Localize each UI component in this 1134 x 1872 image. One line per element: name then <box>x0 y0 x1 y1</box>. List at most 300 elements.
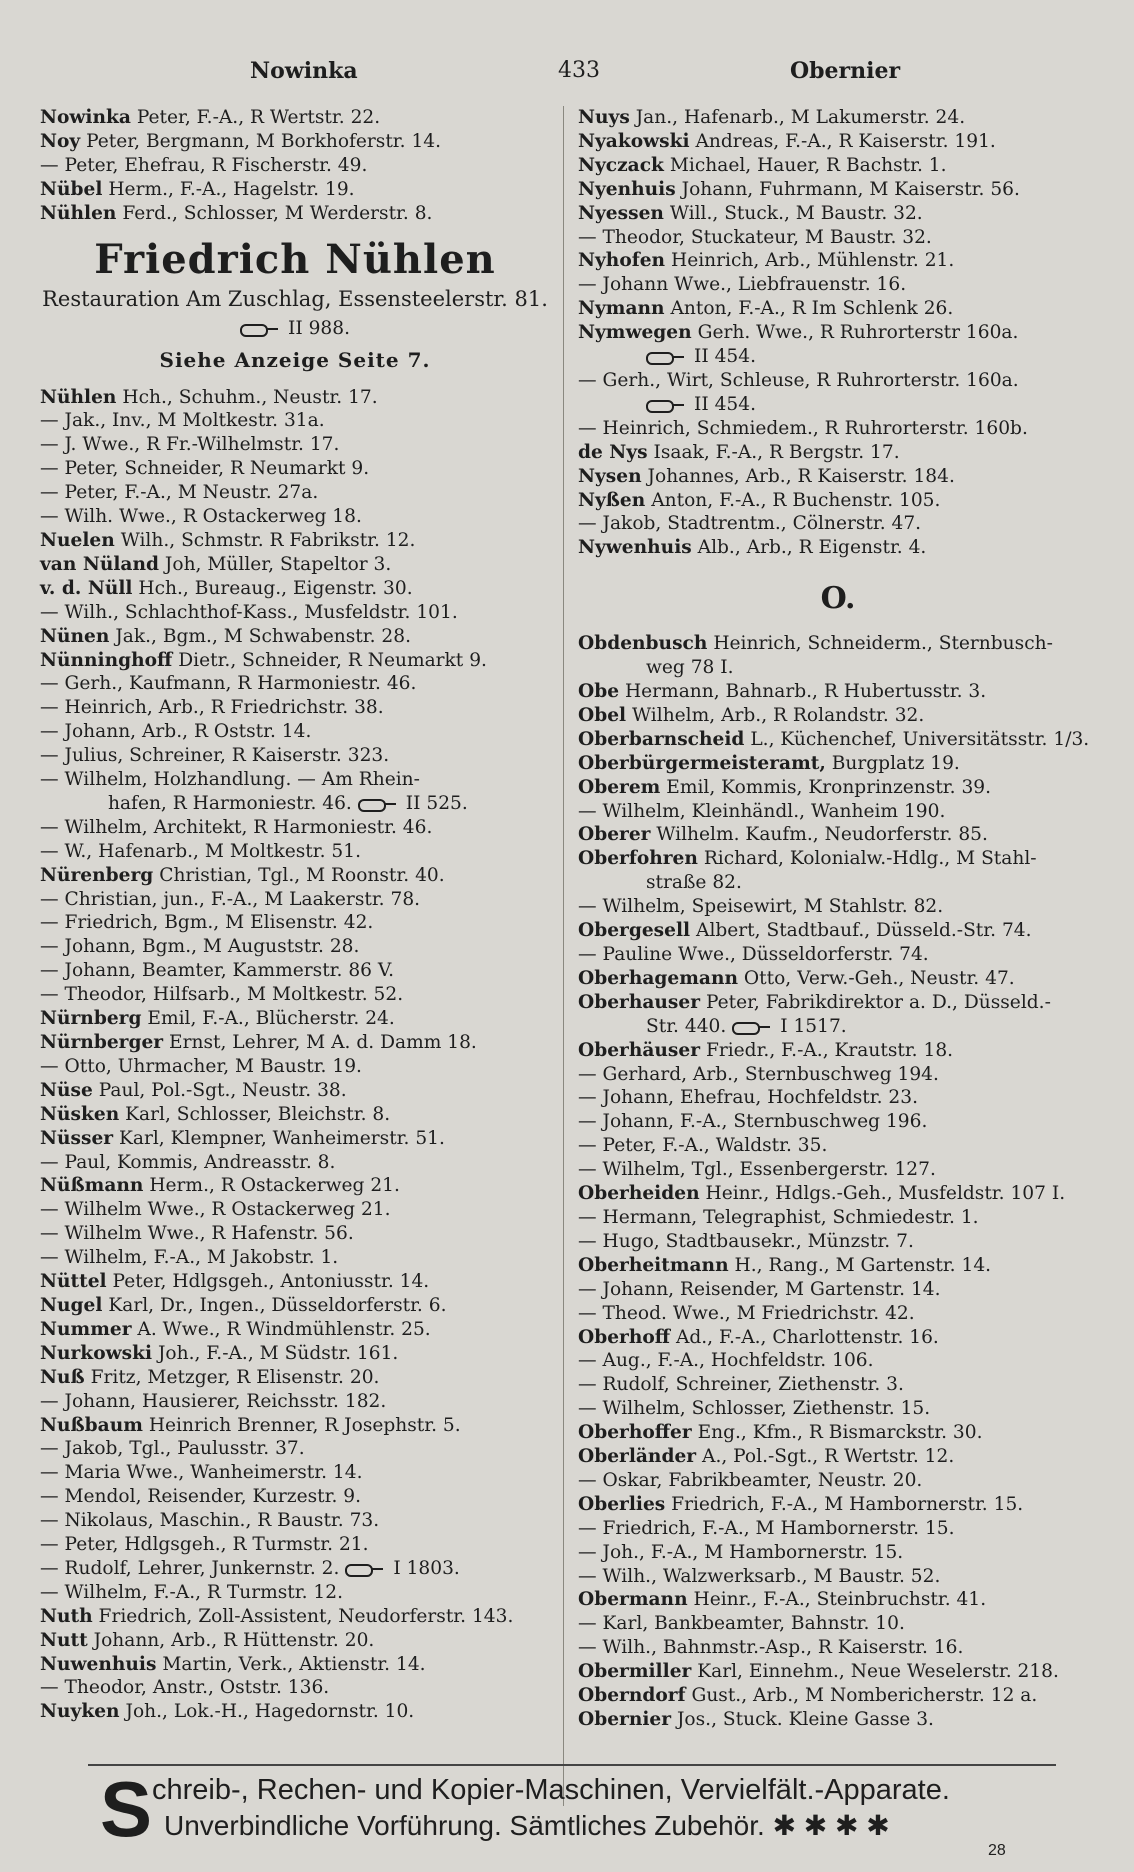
entry-details: Gerh. Wwe., R Ruhrorterstr 160a. <box>697 322 1019 344</box>
directory-entry <box>578 489 1098 513</box>
entry-details: Paul, Kommis, Andreasstr. 8. <box>64 1151 336 1173</box>
entry-details: Wilhelm, F.-A., R Turmstr. 12. <box>64 1581 343 1603</box>
directory-entry <box>40 959 550 983</box>
entry-details: Heinr., F.-A., Steinbruchstr. 41. <box>693 1589 987 1611</box>
repeat-dash: — <box>40 1055 65 1077</box>
entry-phone: II 454. <box>694 346 757 368</box>
entry-surname: Nugel <box>40 1294 103 1316</box>
left-entries-top <box>40 106 550 226</box>
directory-entry <box>578 632 1098 656</box>
entry-details: Rudolf, Lehrer, Junkernstr. 2. <box>64 1557 340 1579</box>
directory-entry <box>578 680 1098 704</box>
entry-surname: Obergesell <box>578 920 691 942</box>
directory-entry <box>578 847 1098 871</box>
entry-details: Theodor, Hilfsarb., M Moltkestr. 52. <box>64 984 404 1006</box>
entry-details: Karl, Klempner, Wanheimerstr. 51. <box>119 1127 445 1149</box>
ad-reference: Siehe Anzeige Seite 7. <box>159 347 431 372</box>
entry-details: Hch., Schuhm., Neustr. 17. <box>122 386 378 408</box>
entry-surname: Nyßen <box>578 489 646 511</box>
repeat-dash: — <box>40 1534 65 1556</box>
repeat-dash: — <box>40 1151 65 1173</box>
entry-details: Johann, Reisender, M Gartenstr. 14. <box>602 1278 941 1300</box>
repeat-dash: — <box>578 1613 603 1635</box>
entry-details: Burgplatz 19. <box>831 752 960 774</box>
directory-entry <box>578 1039 1098 1063</box>
entry-details: Wilh., Walzwerksarb., M Baustr. 52. <box>602 1565 941 1587</box>
repeat-dash: — <box>40 840 65 862</box>
directory-entry <box>40 1390 550 1414</box>
directory-entry <box>578 728 1098 752</box>
entry-details: Jak., Bgm., M Schwabenstr. 28. <box>115 625 411 647</box>
sheet-number: 28 <box>988 1842 1006 1859</box>
entry-surname: Obermiller <box>578 1661 692 1683</box>
entry-details: Johann Wwe., Liebfrauenstr. 16. <box>602 274 907 296</box>
right-column <box>578 106 1098 1732</box>
repeat-dash: — <box>40 506 65 528</box>
entry-details: Rudolf, Schreiner, Ziethenstr. 3. <box>602 1374 904 1396</box>
directory-entry <box>40 1366 550 1390</box>
entry-details: Peter, Ehefrau, R Fischerstr. 49. <box>64 154 368 176</box>
directory-entry <box>40 1533 550 1557</box>
directory-entry <box>40 1342 550 1366</box>
entry-surname: Nübel <box>40 178 103 200</box>
header-page-number: 433 <box>558 58 600 83</box>
directory-entry <box>578 369 1098 393</box>
entry-surname: Nyczack <box>578 154 664 176</box>
repeat-dash: — <box>40 1677 65 1699</box>
entry-details: Martin, Verk., Aktienstr. 14. <box>162 1653 426 1675</box>
entry-surname: Nummer <box>40 1318 132 1340</box>
left-entries-bottom <box>40 386 550 1725</box>
directory-entry <box>40 1581 550 1605</box>
repeat-dash: — <box>40 721 65 743</box>
entry-details: straße 82. <box>646 872 742 894</box>
repeat-dash: — <box>578 1517 603 1539</box>
entry-surname: Nürnberger <box>40 1032 164 1053</box>
directory-entry <box>40 1557 550 1581</box>
repeat-dash: — <box>40 410 65 432</box>
entry-details: Jos., Stuck. Kleine Gasse 3. <box>676 1709 934 1730</box>
directory-entry <box>40 1222 550 1246</box>
entry-surname: Nühlen <box>40 202 117 224</box>
entry-details: W., Hafenarb., M Moltkestr. 51. <box>64 840 361 862</box>
entry-details: weg 78 I. <box>646 657 734 679</box>
directory-entry <box>40 577 550 601</box>
directory-entry <box>40 744 550 768</box>
footer-line-2: Unverbindliche Vorführung. Sämtliches Zubehör. ✱ ✱ ✱ ✱ <box>164 1810 890 1841</box>
entry-surname: Oberhoff <box>578 1326 671 1348</box>
entry-details: Richard, Kolonialw.-Hdlg., M Stahl- <box>703 848 1037 870</box>
entry-details: Wilhelm, Tgl., Essenbergerstr. 127. <box>602 1159 936 1181</box>
telephone-symbol-icon <box>646 398 686 412</box>
directory-entry <box>40 1509 550 1533</box>
directory-entry <box>578 1158 1098 1182</box>
entry-details: Paul, Pol.-Sgt., Neustr. 38. <box>98 1079 347 1101</box>
entry-surname: Oberer <box>578 824 651 846</box>
directory-entry <box>40 1031 550 1055</box>
entry-surname: Nyakowski <box>578 130 690 152</box>
entry-details: Peter, Hdlgsgeh., R Turmstr. 21. <box>64 1534 369 1556</box>
entry-details: Dietr., Schneider, R Neumarkt 9. <box>178 649 487 671</box>
section-letter: O. <box>820 581 856 617</box>
entry-details: Herm., R Ostackerweg 21. <box>149 1175 400 1197</box>
directory-entry <box>40 481 550 505</box>
entry-surname: Oberlies <box>578 1493 666 1515</box>
entry-details: J. Wwe., R Fr.-Wilhelmstr. 17. <box>64 434 340 456</box>
directory-entry <box>40 154 550 178</box>
telephone-symbol-icon <box>345 1562 385 1576</box>
directory-entry <box>40 816 550 840</box>
entry-surname: Oberheitmann <box>578 1254 729 1276</box>
directory-entry <box>578 800 1098 824</box>
directory-entry <box>578 1302 1098 1326</box>
directory-entry <box>578 1421 1098 1445</box>
repeat-dash: — <box>578 1469 603 1491</box>
entry-details: Karl, Bankbeamter, Bahnstr. 10. <box>602 1613 905 1635</box>
directory-entry <box>578 1278 1098 1302</box>
entry-details: Alb., Arb., R Eigenstr. 4. <box>697 537 927 559</box>
repeat-dash: — <box>578 1135 603 1157</box>
directory-entry <box>40 202 550 226</box>
column-divider <box>563 106 564 1806</box>
entry-surname: Oberbarnscheid <box>578 728 745 750</box>
repeat-dash: — <box>40 1199 65 1221</box>
directory-entry <box>578 1110 1098 1134</box>
entry-details: Otto, Uhrmacher, M Baustr. 19. <box>64 1055 362 1077</box>
directory-entry <box>578 776 1098 800</box>
entry-details: Wilhelm, Kleinhändl., Wanheim 190. <box>602 800 946 822</box>
entry-details: Wilh., Schmstr. R Fabrikstr. 12. <box>120 529 416 551</box>
repeat-dash: — <box>578 1302 603 1324</box>
repeat-dash: — <box>40 482 65 504</box>
footer-line-1: chreib-, Rechen- und Kopier-Maschinen, Vervielfält.-Apparate. <box>152 1774 950 1806</box>
entry-details: Anton, F.-A., R Buchenstr. 105. <box>651 489 941 511</box>
entry-details: Peter, F.-A., R Wertstr. 22. <box>136 107 381 128</box>
directory-entry <box>578 1326 1098 1350</box>
directory-entry <box>578 919 1098 943</box>
entry-details: Karl, Schlosser, Bleichstr. 8. <box>125 1103 391 1125</box>
entry-details: Hermann, Bahnarb., R Hubertusstr. 3. <box>624 681 987 703</box>
entry-surname: van Nüland <box>40 553 159 575</box>
entry-details: Heinrich, Schneiderm., Sternbusch- <box>713 633 1053 655</box>
directory-entry <box>40 178 550 202</box>
entry-details: Joh., F.-A., M Hambornerstr. 15. <box>602 1541 904 1563</box>
directory-entry <box>578 178 1098 202</box>
repeat-dash: — <box>578 1565 603 1587</box>
entry-details: Ernst, Lehrer, M A. d. Damm 18. <box>169 1032 477 1053</box>
entry-details: Otto, Verw.-Geh., Neustr. 47. <box>743 967 1015 989</box>
directory-entry <box>40 1151 550 1175</box>
entry-surname: Nürenberg <box>40 864 154 886</box>
entry-details: Johann, Arb., R Oststr. 14. <box>64 721 312 743</box>
repeat-dash: — <box>578 1111 603 1133</box>
entry-details: Johann, Bgm., M Auguststr. 28. <box>64 936 360 958</box>
directory-entry <box>40 1127 550 1151</box>
directory-entry <box>578 752 1098 776</box>
entry-details: Friedrich, F.-A., M Hambornerstr. 15. <box>602 1517 955 1539</box>
repeat-dash: — <box>578 1350 603 1372</box>
entry-details: Christian, Tgl., M Roonstr. 40. <box>159 864 445 886</box>
repeat-dash: — <box>578 1398 603 1420</box>
left-column <box>40 106 550 1724</box>
repeat-dash: — <box>578 369 603 391</box>
repeat-dash: — <box>578 896 603 918</box>
entry-surname: Obe <box>578 681 620 703</box>
entry-details: Hch., Bureaug., Eigenstr. 30. <box>138 577 413 599</box>
repeat-dash: — <box>40 1486 65 1508</box>
directory-entry <box>578 1469 1098 1493</box>
footer-initial: S <box>100 1765 153 1853</box>
entry-details: Oskar, Fabrikbeamter, Neustr. 20. <box>602 1469 923 1491</box>
entry-surname: Nyhofen <box>578 250 666 272</box>
entry-details: Friedr., F.-A., Krautstr. 18. <box>705 1039 954 1061</box>
repeat-dash: — <box>578 1278 603 1300</box>
entry-surname: Nuß <box>40 1366 85 1388</box>
entry-details: Hermann, Telegraphist, Schmiedestr. 1. <box>602 1206 979 1228</box>
repeat-dash: — <box>578 1063 603 1085</box>
entry-surname: Nyenhuis <box>578 178 676 200</box>
directory-entry <box>578 1708 1098 1732</box>
directory-entry <box>40 457 550 481</box>
entry-phone: II 454. <box>694 393 757 415</box>
directory-entry <box>578 417 1098 441</box>
telephone-symbol-icon <box>358 797 398 811</box>
directory-entry <box>40 1055 550 1079</box>
entry-surname: Oberndorf <box>578 1685 686 1707</box>
repeat-dash: — <box>578 1206 603 1228</box>
entry-details: Wilh., Bahnmstr.-Asp., R Kaiserstr. 16. <box>602 1637 964 1659</box>
entry-details: Isaak, F.-A., R Bergstr. 17. <box>653 441 900 463</box>
entry-surname: Nüsken <box>40 1103 120 1125</box>
directory-entry <box>578 704 1098 728</box>
entry-surname: Nuwenhuis <box>40 1653 157 1675</box>
header-right-keyword: Obernier <box>790 58 901 84</box>
entry-surname: Oberhoffer <box>578 1422 692 1444</box>
repeat-dash: — <box>40 1390 65 1412</box>
entry-details: Christian, jun., F.-A., M Laakerstr. 78. <box>64 888 421 910</box>
entry-details: Jakob, Tgl., Paulusstr. 37. <box>64 1438 305 1460</box>
entry-details: Friedrich, F.-A., M Hambornerstr. 15. <box>671 1493 1024 1515</box>
directory-entry <box>40 1294 550 1318</box>
repeat-dash: — <box>40 673 65 695</box>
entry-details: Heinrich, Schmiedem., R Ruhrorterstr. 160b. <box>602 417 1028 439</box>
entry-details: Ad., F.-A., Charlottenstr. 16. <box>675 1326 939 1348</box>
directory-entry <box>578 1612 1098 1636</box>
entry-details: Wilhelm, Speisewirt, M Stahlstr. 82. <box>602 896 944 918</box>
entry-surname: Nywenhuis <box>578 537 692 559</box>
entry-details: Jakob, Stadtrentm., Cölnerstr. 47. <box>602 513 922 535</box>
repeat-dash: — <box>40 458 65 480</box>
directory-entry <box>578 1636 1098 1660</box>
directory-entry <box>40 1629 550 1653</box>
entry-details: Jak., Inv., M Moltkestr. 31a. <box>64 410 325 432</box>
repeat-dash: — <box>40 769 65 791</box>
directory-entry <box>40 1485 550 1509</box>
entry-surname: Nyessen <box>578 202 664 224</box>
entry-details: Will., Stuck., M Baustr. 32. <box>669 202 923 224</box>
directory-entry <box>578 991 1098 1015</box>
directory-entry <box>40 505 550 529</box>
telephone-symbol-icon <box>732 1020 772 1034</box>
directory-entry <box>578 1254 1098 1278</box>
entry-details: Julius, Schreiner, R Kaiserstr. 323. <box>64 745 390 767</box>
entry-details: Hugo, Stadtbausekr., Münzstr. 7. <box>602 1230 914 1252</box>
entry-details: Peter, Schneider, R Neumarkt 9. <box>64 458 370 480</box>
directory-entry <box>40 529 550 553</box>
directory-entry <box>578 1134 1098 1158</box>
entry-details: hafen, R Harmoniestr. 46. <box>108 792 352 814</box>
directory-entry <box>578 321 1098 345</box>
entry-details: Wilhelm Wwe., R Hafenstr. 56. <box>64 1223 354 1245</box>
directory-entry <box>40 409 550 433</box>
ad-phone <box>40 314 550 344</box>
directory-entry <box>40 1461 550 1485</box>
telephone-symbol-icon <box>646 350 686 364</box>
entry-surname: Oberfohren <box>578 848 698 870</box>
directory-entry <box>40 1414 550 1438</box>
entry-surname: Nünninghoff <box>40 649 173 671</box>
directory-entry <box>40 386 550 410</box>
repeat-dash: — <box>40 601 65 623</box>
entry-details: Wilhelm Wwe., R Ostackerweg 21. <box>64 1199 391 1221</box>
entry-surname: de Nys <box>578 441 648 463</box>
directory-entry <box>40 672 550 696</box>
directory-entry <box>40 911 550 935</box>
entry-details: Nikolaus, Maschin., R Baustr. 73. <box>64 1510 380 1532</box>
entry-surname: Nurkowski <box>40 1342 153 1364</box>
entry-surname: Nymwegen <box>578 322 692 344</box>
entry-details: Gerh., Kaufmann, R Harmoniestr. 46. <box>64 673 417 695</box>
ad-business-name: Friedrich Nühlen <box>94 235 496 283</box>
entry-details: Fritz, Metzger, R Elisenstr. 20. <box>90 1366 380 1388</box>
repeat-dash: — <box>578 1159 603 1181</box>
directory-entry <box>578 1684 1098 1708</box>
entry-details: Joh., F.-A., M Südstr. 161. <box>157 1342 399 1364</box>
directory-entry <box>578 465 1098 489</box>
entry-details: H., Rang., M Gartenstr. 14. <box>734 1254 992 1276</box>
directory-entry <box>578 130 1098 154</box>
directory-entry <box>578 1230 1098 1254</box>
repeat-dash: — <box>578 944 603 965</box>
entry-details: Joh, Müller, Stapeltor 3. <box>164 553 392 575</box>
repeat-dash: — <box>40 1581 65 1603</box>
directory-entry <box>578 1541 1098 1565</box>
directory-entry <box>578 943 1098 967</box>
entry-surname: Oberhauser <box>578 991 701 1013</box>
entry-details: Emil, Kommis, Kronprinzenstr. 39. <box>666 776 992 798</box>
entry-details: A. Wwe., R Windmühlenstr. 25. <box>137 1318 431 1340</box>
repeat-dash: — <box>40 984 65 1006</box>
entry-details: Peter, F.-A., M Neustr. 27a. <box>64 482 319 504</box>
entry-details: Wilhelm, Arb., R Rolandstr. 32. <box>632 704 925 726</box>
directory-entry <box>578 106 1098 130</box>
entry-details: Wilh., Schlachthof-Kass., Musfeldstr. 101. <box>64 601 458 623</box>
entry-surname: Nymann <box>578 298 665 320</box>
directory-entry <box>578 1349 1098 1373</box>
directory-entry <box>40 106 550 130</box>
entry-details: L., Küchenchef, Universitätsstr. 1/3. <box>750 728 1090 750</box>
directory-entry <box>578 154 1098 178</box>
entry-surname: Nußbaum <box>40 1414 143 1436</box>
repeat-dash: — <box>578 274 603 296</box>
repeat-dash: — <box>40 1510 65 1532</box>
entry-details: Theodor, Anstr., Oststr. 136. <box>64 1677 330 1699</box>
repeat-dash: — <box>40 434 65 456</box>
entry-details: Eng., Kfm., R Bismarckstr. 30. <box>697 1422 983 1444</box>
directory-entry <box>40 840 550 864</box>
entry-details: Heinr., Hdlgs.-Geh., Musfeldstr. 107 I. <box>705 1183 1066 1205</box>
entry-details: Aug., F.-A., Hochfeldstr. 106. <box>602 1350 874 1372</box>
directory-entry <box>40 1174 550 1198</box>
repeat-dash: — <box>578 1541 603 1563</box>
directory-entry <box>40 888 550 912</box>
directory-entry <box>40 130 550 154</box>
page-header <box>40 58 1094 92</box>
entry-details: Mendol, Reisender, Kurzestr. 9. <box>64 1486 362 1508</box>
repeat-dash: — <box>578 417 603 439</box>
directory-entry <box>40 553 550 577</box>
directory-entry <box>40 935 550 959</box>
telephone-symbol-icon <box>240 322 280 336</box>
entry-details: Johann, Fuhrmann, M Kaiserstr. 56. <box>681 178 1020 200</box>
entry-surname: Nüßmann <box>40 1175 144 1197</box>
entry-details: Peter, Hdlgsgeh., Antoniusstr. 14. <box>112 1271 430 1293</box>
entry-details: Johann, Hausierer, Reichsstr. 182. <box>64 1390 387 1412</box>
entry-details: Jan., Hafenarb., M Lakumerstr. 24. <box>635 107 966 128</box>
entry-surname: Obel <box>578 704 627 726</box>
directory-entry <box>40 1318 550 1342</box>
directory-entry <box>578 656 1098 680</box>
entry-details: Wilhelm, Holzhandlung. — Am Rhein- <box>64 769 420 791</box>
entry-surname: v. d. Nüll <box>40 577 133 599</box>
directory-entry <box>40 1103 550 1127</box>
directory-entry <box>578 297 1098 321</box>
entry-surname: Nuelen <box>40 529 115 551</box>
entry-surname: Oberhäuser <box>578 1039 701 1061</box>
repeat-dash: — <box>40 1462 65 1484</box>
directory-entry <box>40 1437 550 1461</box>
entry-details: Heinrich, Arb., Mühlenstr. 21. <box>671 250 955 272</box>
repeat-dash: — <box>40 912 65 934</box>
directory-entry <box>40 768 550 792</box>
directory-entry <box>578 345 1098 369</box>
entry-surname: Oberländer <box>578 1446 697 1468</box>
directory-entry <box>40 1007 550 1031</box>
repeat-dash: — <box>578 226 603 248</box>
entry-details: Johann, Arb., R Hüttenstr. 20. <box>93 1629 375 1651</box>
entry-surname: Nuyken <box>40 1701 120 1723</box>
entry-details: Pauline Wwe., Düsseldorferstr. 74. <box>602 944 929 965</box>
repeat-dash: — <box>40 816 65 838</box>
entry-details: Ferd., Schlosser, M Werderstr. 8. <box>122 202 433 224</box>
entry-surname: Nuys <box>578 107 630 128</box>
directory-entry <box>40 1270 550 1294</box>
entry-details: Wilhelm, Schlosser, Ziethenstr. 15. <box>602 1398 931 1420</box>
entry-phone: II 525. <box>405 792 468 814</box>
entry-details: Wilhelm. Kaufm., Neudorferstr. 85. <box>656 824 988 846</box>
directory-entry <box>40 649 550 673</box>
entry-details: Albert, Stadtbauf., Düsseld.-Str. 74. <box>696 920 1032 942</box>
directory-entry <box>40 1676 550 1700</box>
entry-surname: Nüse <box>40 1079 93 1101</box>
entry-details: Gerhard, Arb., Sternbuschweg 194. <box>602 1063 939 1085</box>
directory-entry <box>40 983 550 1007</box>
repeat-dash: — <box>40 697 65 719</box>
entry-details: Peter, Bergmann, M Borkhoferstr. 14. <box>86 130 442 152</box>
directory-entry <box>40 1198 550 1222</box>
entry-surname: Nüsser <box>40 1127 114 1149</box>
directory-entry <box>578 823 1098 847</box>
